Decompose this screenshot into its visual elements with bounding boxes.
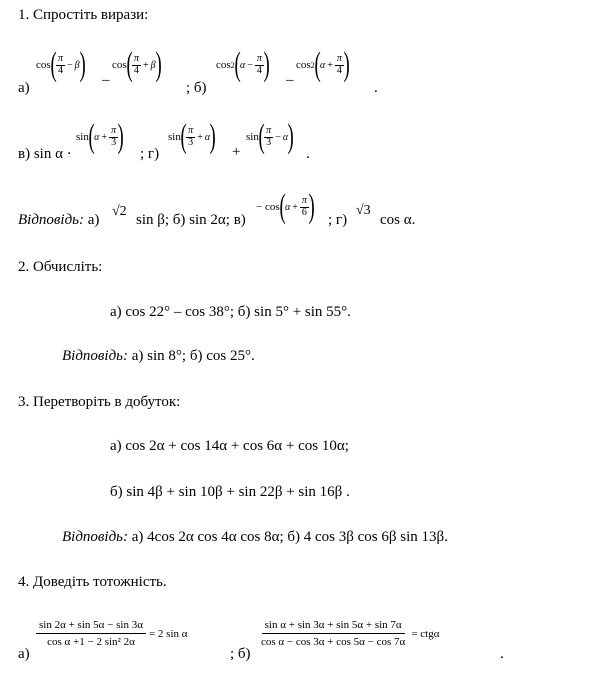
cos-fn: cos: [296, 59, 311, 71]
pi: π: [188, 125, 194, 136]
task2-heading: 2. Обчисліть:: [18, 259, 103, 275]
task1-v-label: в) sin α ·: [18, 146, 72, 162]
op-plus: +: [143, 59, 149, 71]
answer-label: Відповідь:: [62, 348, 129, 364]
task4-a-label: а): [18, 646, 30, 662]
task1-answer: [18, 212, 99, 229]
task1-g-label: ; г): [140, 146, 160, 162]
square: 2: [310, 60, 315, 70]
ans-rest: sin β; б) sin 2α; в): [136, 212, 246, 228]
ans-v-expr: − cos ( α + $\frac{\pi}{6}$ ): [256, 188, 315, 225]
square: 2: [230, 60, 235, 70]
a-rhs: = 2 sin α: [148, 628, 188, 641]
task1-a-minus: –: [102, 72, 110, 88]
cos-fn: cos: [112, 59, 127, 71]
den-3: 3: [266, 136, 272, 148]
sin-fn: sin: [168, 131, 181, 143]
task1-g-expr2: sin ( $\frac{\pi}{3}$ − α ): [246, 118, 294, 155]
task1-g-dot: .: [306, 146, 310, 162]
task1-heading: 1. Спростіть вирази:: [18, 7, 149, 23]
task4-b-expr: [258, 619, 439, 649]
task1-a-label: а): [18, 80, 30, 96]
pi: π: [336, 53, 342, 64]
b-rhs: = ctgα: [411, 628, 440, 641]
task2-answer: [62, 348, 255, 365]
sin-fn: sin: [246, 131, 259, 143]
task3-heading: 3. Перетворіть в добуток:: [18, 394, 181, 410]
pi: π: [111, 125, 117, 136]
sin-fn: sin: [76, 131, 89, 143]
answer-label: Відповідь:: [18, 212, 85, 228]
neg-cos: − cos: [256, 201, 280, 213]
op-plus: +: [197, 131, 203, 143]
ans-sqrt3: √3: [356, 203, 371, 218]
cos-fn: cos: [216, 59, 231, 71]
op-minus: −: [275, 131, 281, 143]
task1-g-expr: sin ( $\frac{\pi}{3}$ + α ): [168, 118, 216, 155]
task1-b-dot: .: [374, 80, 378, 96]
beta: β: [150, 59, 156, 71]
op-plus: +: [327, 59, 333, 71]
den-6: 6: [301, 206, 307, 218]
alpha: α: [320, 59, 326, 71]
a-denominator: cos α +1 − 2 sin² 2α: [47, 636, 135, 649]
pi: π: [134, 53, 140, 64]
den-4: 4: [58, 64, 63, 76]
op-plus: +: [101, 131, 108, 143]
ans-sqrt2: √2: [112, 204, 127, 219]
task3-expr-b: б) sin 4β + sin 10β + sin 22β + sin 16β .: [110, 484, 350, 500]
op-plus: +: [292, 201, 298, 213]
a-numerator: sin 2α + sin 5α − sin 3α: [36, 619, 146, 634]
task3-answer: [62, 529, 448, 546]
task1-b-label: ; б): [186, 80, 207, 96]
pi: π: [58, 53, 64, 64]
op-minus: −: [247, 59, 253, 71]
pi: π: [301, 195, 307, 206]
alpha: α: [240, 59, 246, 71]
task1-g-plus: +: [232, 144, 241, 160]
task3-expr-a: а) cos 2α + cos 14α + cos 6α + cos 10α;: [110, 438, 349, 454]
cos-fn: cos: [36, 59, 51, 71]
den-4: 4: [336, 64, 342, 76]
task1-b-expr: cos 2 ( α − $\frac{\pi}{4}$ ): [216, 46, 270, 83]
task1-b-minus: –: [286, 72, 294, 88]
answer-label: Відповідь:: [62, 529, 129, 545]
ans-a: а): [87, 212, 100, 228]
ans-end: cos α.: [380, 212, 416, 228]
den-3: 3: [111, 136, 117, 148]
task4-heading: 4. Доведіть тотожність.: [18, 574, 167, 590]
pi: π: [266, 125, 272, 136]
alpha: α: [94, 131, 100, 143]
den-4: 4: [134, 64, 139, 76]
task4-a-expr: [36, 619, 188, 649]
ans-g: ; г): [328, 212, 348, 228]
alpha: α: [284, 201, 291, 213]
den-4: 4: [256, 64, 262, 76]
alpha: α: [282, 131, 289, 143]
alpha: α: [204, 131, 211, 143]
b-numerator: sin α + sin 3α + sin 5α + sin 7α: [262, 619, 405, 634]
pi: π: [256, 53, 262, 64]
task2-expr: а) cos 22° – cos 38°; б) sin 5° + sin 55°.: [110, 304, 351, 320]
answer-text: а) 4cos 2α cos 4α cos 8α; б) 4 cos 3β cos 6β sin 13β.: [131, 529, 448, 545]
task1-a-expr2: cos ( $\frac{\pi}{4}$ + β ): [112, 46, 162, 83]
task1-v-expr: sin ( α + $\frac{\pi}{3}$ ): [76, 118, 124, 155]
task1-b-expr2: cos 2 ( α + $\frac{\pi}{4}$ ): [296, 46, 350, 83]
answer-text: а) sin 8°; б) cos 25°.: [131, 348, 255, 364]
op-minus: −: [67, 59, 73, 71]
beta: β: [74, 59, 80, 71]
task4-b-label: ; б): [230, 646, 251, 662]
task4-end: .: [500, 646, 504, 662]
task1-a-expr: cos ( $\frac{\pi}{4}$ − β ): [36, 46, 86, 83]
den-3: 3: [188, 136, 194, 148]
b-denominator: cos α − cos 3α + cos 5α − cos 7α: [261, 636, 406, 649]
